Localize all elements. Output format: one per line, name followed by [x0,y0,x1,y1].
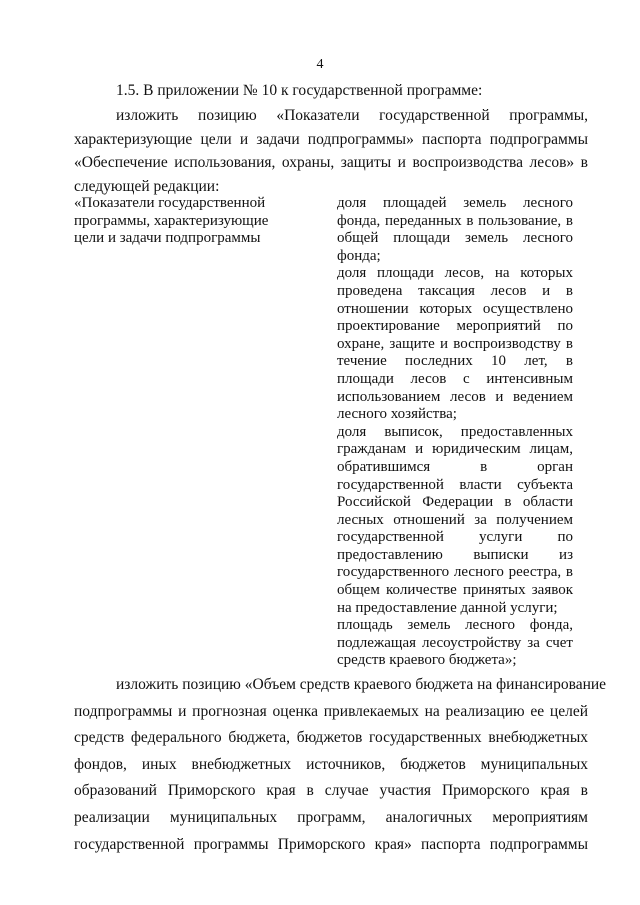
bottom-line: реализации муниципальных программ, аналогичных мероприятиям [74,808,588,826]
bottom-line: образований Приморского края в случае участия Приморского края в [74,782,588,800]
bottom-paragraph [74,672,607,858]
right-line: обратившимся в орган [337,458,573,475]
right-line: доля площадей земель лесного [337,195,573,211]
intro-line: характеризующие цели и задачи подпрограммы» паспорта подпрограммы [74,130,588,148]
right-line: государственной услуги по [337,529,573,546]
right-line: отношении которых осуществлено [337,300,573,317]
right-line: проведена таксация лесов и в [337,282,573,299]
right-line: гражданам и юридическим лицам, [337,441,573,458]
right-line: охране, защите и воспроизводству в [337,335,573,352]
heading-line: 1.5. В приложении № 10 к государственной программе: [116,82,483,99]
left-line: «Показатели государственной [74,195,266,211]
intro-line: изложить позицию «Показатели государственной программы, [116,107,588,124]
bottom-line: средств федерального бюджета, бюджетов государственных внебюджетных [74,729,588,747]
right-line: площадь земель лесного фонда, [337,617,573,634]
left-line: программы, характеризующие [74,212,269,229]
right-line: государственного лесного реестра, в [337,564,573,581]
right-line: подлежащая лесоустройству за счет [337,634,573,651]
right-line: государственной власти субъекта [337,476,573,493]
bottom-line: изложить позицию «Объем средств краевого бюджета на финансирование [116,676,607,693]
right-line: общем количестве принятых заявок [337,582,573,599]
right-line: течение последних 10 лет, в [337,353,573,370]
right-line: фонда, переданных в пользование, в [337,212,573,229]
bottom-line: фондов, иных внебюджетных источников, бюджетов муниципальных [74,755,588,773]
table-right-column [337,195,573,670]
right-line: проектирование мероприятий по [337,318,573,335]
table-left-column [74,195,284,248]
right-line: предоставлению выписки из [337,546,573,563]
right-line: Российской Федерации в области [337,494,573,511]
intro-line: следующей редакции: [74,177,220,195]
right-line: лесного хозяйства; [337,406,457,423]
right-line: на предоставление данной услуги; [337,599,558,616]
right-line: доля площади лесов, на которых [337,265,573,282]
page-number: 4 [316,57,324,72]
document-heading [74,79,588,103]
right-line: общей площади земель лесного [337,230,573,247]
bottom-line: государственной программы Приморского края» паспорта подпрограммы [74,835,588,853]
right-line: лесных отношений за получением [337,511,573,528]
bottom-line: подпрограммы и прогнозная оценка привлекаемых на реализацию ее целей [74,702,588,720]
right-line: доля выписок, предоставленных [337,423,573,440]
right-line: использованием лесов и ведением [337,388,573,405]
left-line: цели и задачи подпрограммы [74,230,261,247]
right-line: площади лесов с интенсивным [337,370,573,387]
intro-paragraph [74,104,588,198]
right-line: фонда; [337,247,381,264]
intro-line: «Обеспечение использования, охраны, защиты и воспроизводства лесов» в [74,154,588,171]
right-line: средств краевого бюджета»; [337,652,517,669]
